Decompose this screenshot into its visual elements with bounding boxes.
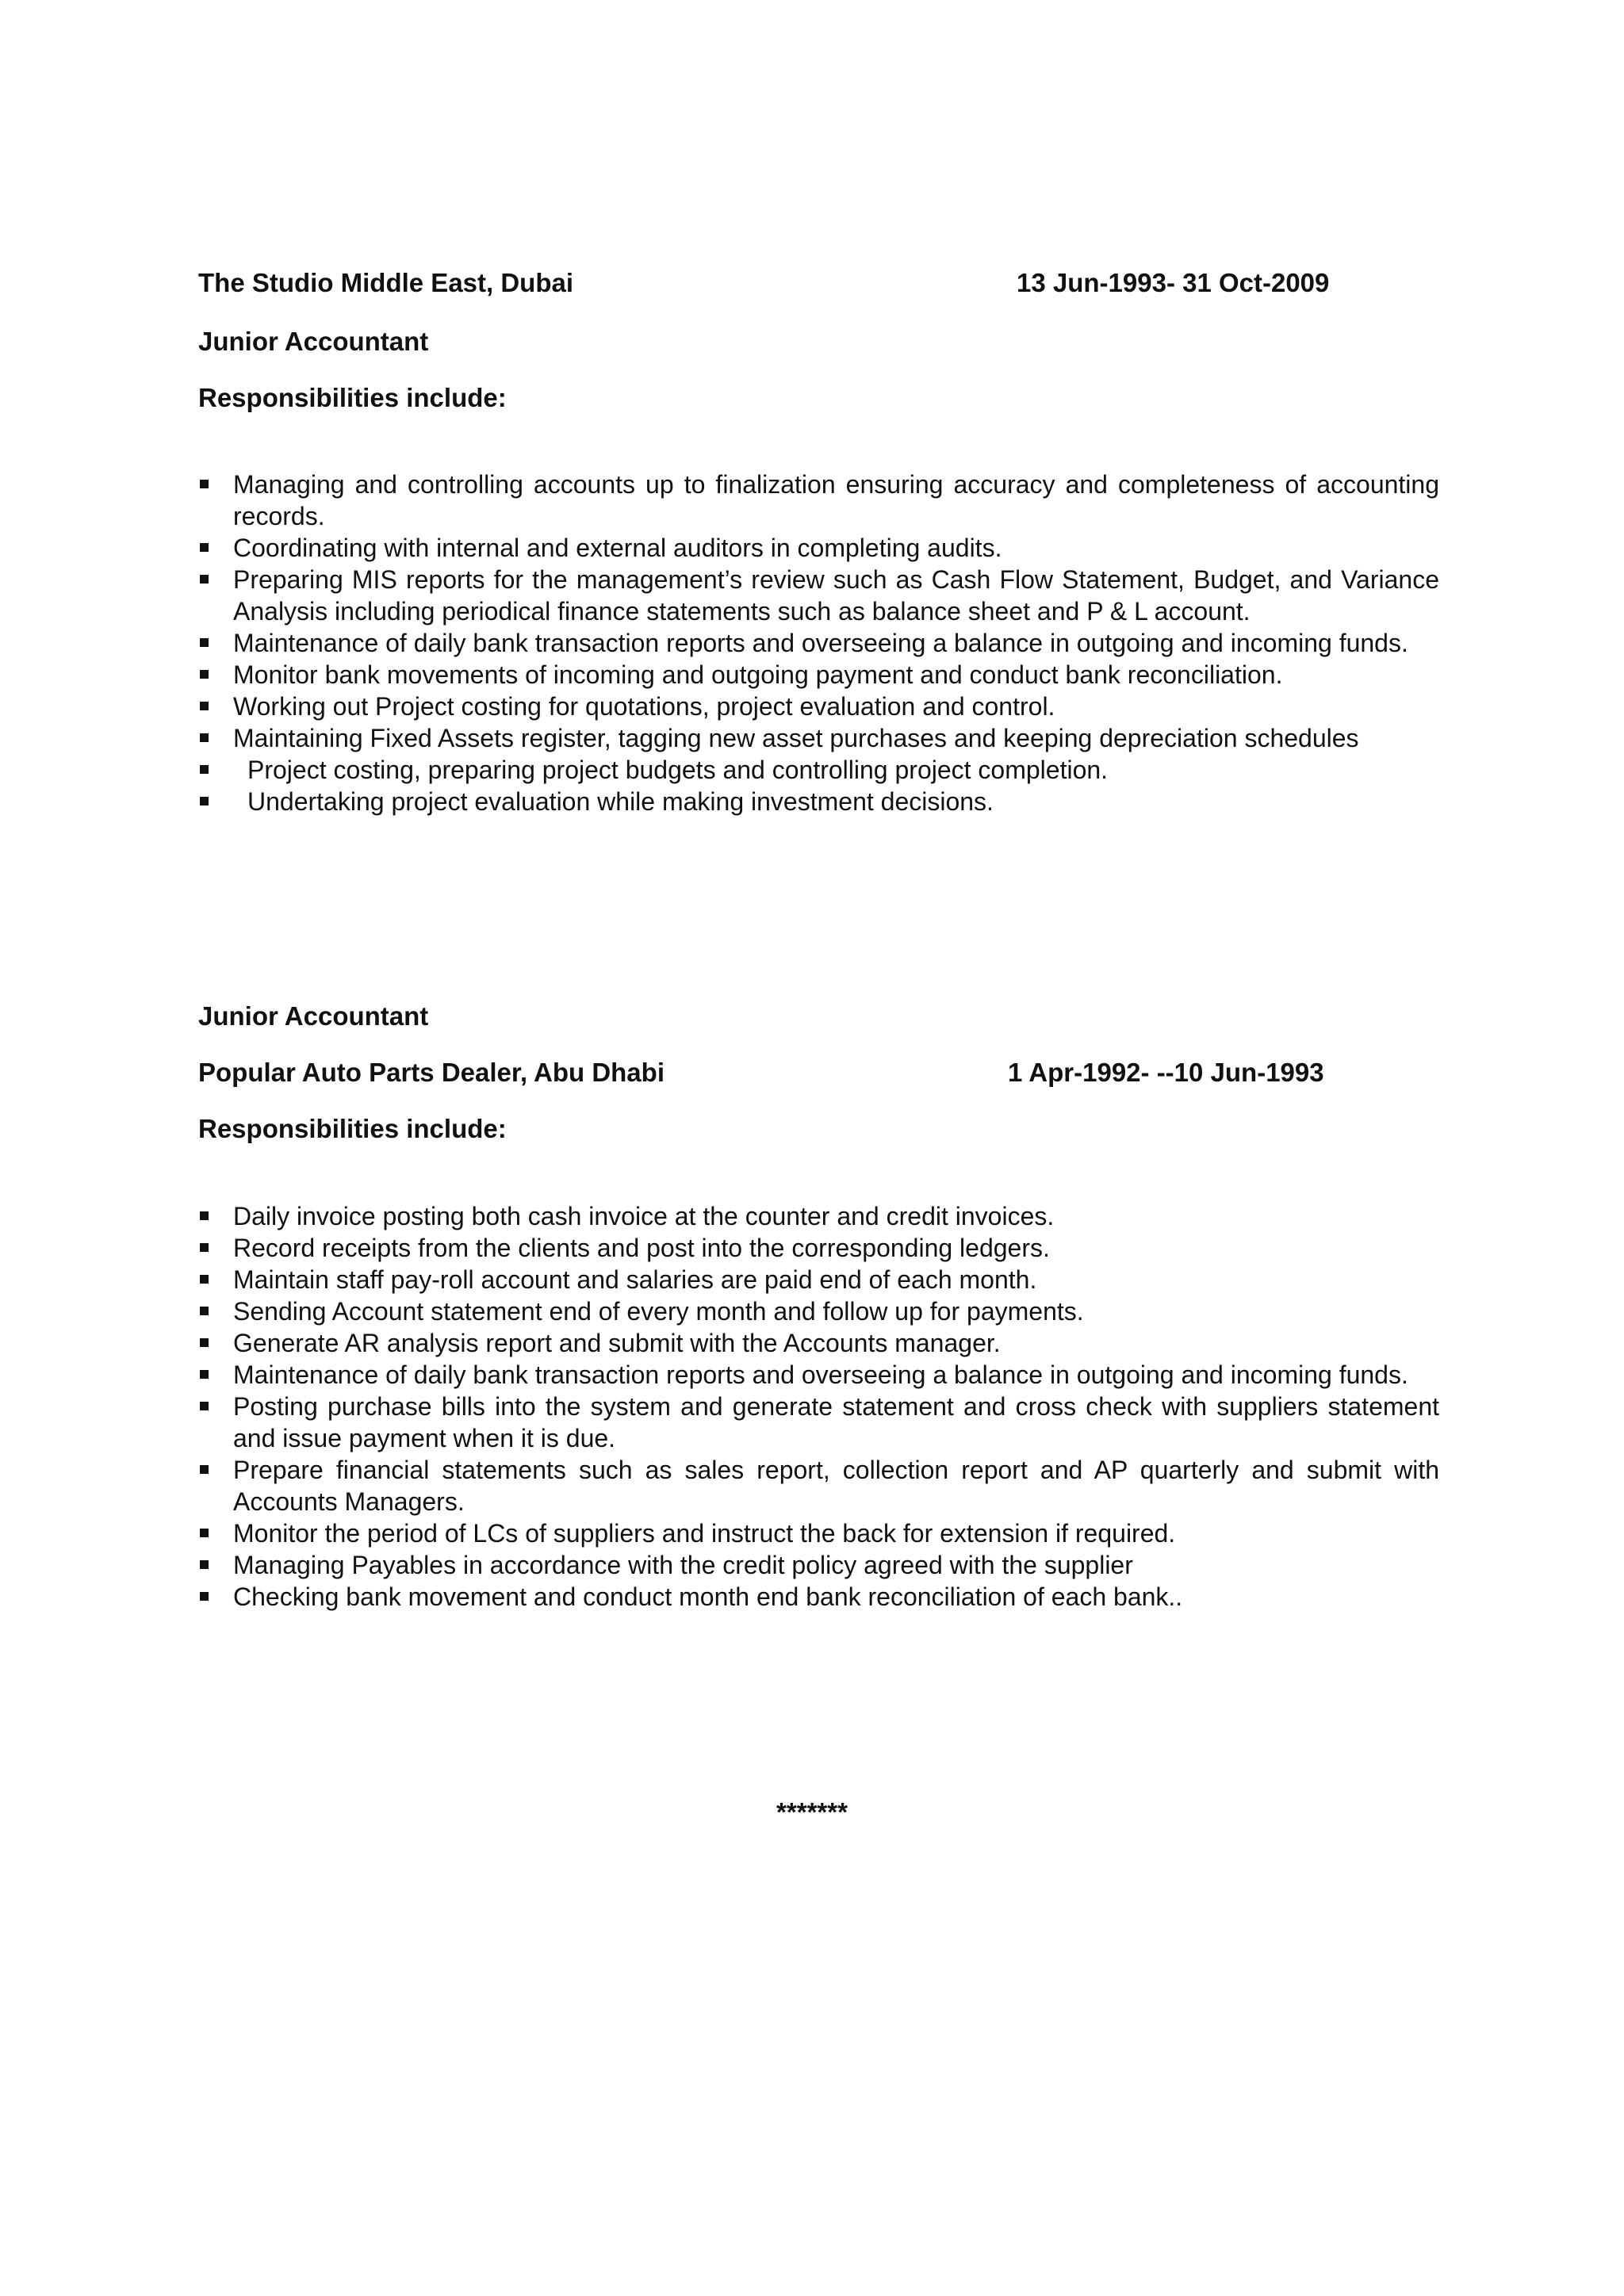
job1-company: The Studio Middle East, Dubai — [198, 268, 574, 297]
job2-responsibilities-list — [198, 1200, 1439, 1613]
bullet-square-icon — [200, 480, 209, 488]
list-item: Daily invoice posting both cash invoice at the counter and credit invoices. — [198, 1200, 1439, 1232]
bullet-square-icon — [200, 1529, 209, 1537]
bullet-square-icon — [200, 575, 209, 584]
job1-title: Junior Accountant — [198, 327, 429, 356]
job2-responsibilities-heading: Responsibilities include: — [198, 1114, 507, 1143]
job1-responsibilities-list — [198, 469, 1439, 817]
bullet-square-icon — [200, 1338, 209, 1347]
list-item: Maintenance of daily bank transaction reports and overseeing a balance in outgoing and incoming funds. — [198, 627, 1439, 659]
bullet-square-icon — [200, 638, 209, 647]
bullet-square-icon — [200, 1275, 209, 1284]
list-item: Posting purchase bills into the system and generate statement and cross check with suppliers statement and issue payment when it is due. — [198, 1391, 1439, 1454]
list-item: Record receipts from the clients and post into the corresponding ledgers. — [198, 1232, 1439, 1264]
bullet-square-icon — [200, 797, 209, 806]
list-item: Generate AR analysis report and submit with the Accounts manager. — [198, 1327, 1439, 1359]
list-item: Working out Project costing for quotations, project evaluation and control. — [198, 691, 1439, 722]
job2-company: Popular Auto Parts Dealer, Abu Dhabi — [198, 1058, 665, 1087]
list-item: Coordinating with internal and external auditors in completing audits. — [198, 532, 1439, 564]
list-item: Managing Payables in accordance with the credit policy agreed with the supplier — [198, 1549, 1439, 1581]
bullet-square-icon — [200, 1370, 209, 1379]
bullet-square-icon — [200, 1560, 209, 1569]
job1-dates: 13 Jun-1993- 31 Oct-2009 — [1017, 268, 1330, 297]
bullet-square-icon — [200, 670, 209, 679]
list-item: Sending Account statement end of every month and follow up for payments. — [198, 1295, 1439, 1327]
job1-responsibilities-heading: Responsibilities include: — [198, 383, 507, 412]
bullet-square-icon — [200, 1592, 209, 1601]
list-item: Checking bank movement and conduct month end bank reconciliation of each bank.. — [198, 1581, 1439, 1613]
list-item: Managing and controlling accounts up to finalization ensuring accuracy and completeness of accounting records. — [198, 469, 1439, 532]
bullet-square-icon — [200, 1307, 209, 1315]
bullet-square-icon — [200, 1402, 209, 1410]
job2-title: Junior Accountant — [198, 1001, 429, 1031]
list-item: Maintenance of daily bank transaction reports and overseeing a balance in outgoing and incoming funds. — [198, 1359, 1439, 1391]
list-item: Preparing MIS reports for the management’s review such as Cash Flow Statement, Budget, and Variance Analysis including periodical finance statements such as balance sheet and P & L account. — [198, 564, 1439, 627]
list-item: Prepare financial statements such as sales report, collection report and AP quarterly and submit with Accounts Managers. — [198, 1454, 1439, 1517]
bullet-square-icon — [200, 543, 209, 552]
list-item: Monitor the period of LCs of suppliers and instruct the back for extension if required. — [198, 1517, 1439, 1549]
list-item: Project costing, preparing project budgets and controlling project completion. — [198, 754, 1439, 786]
job2-dates: 1 Apr-1992- --10 Jun-1993 — [1008, 1058, 1324, 1087]
bullet-square-icon — [200, 733, 209, 742]
list-item: Undertaking project evaluation while making investment decisions. — [198, 786, 1439, 817]
list-item: Monitor bank movements of incoming and outgoing payment and conduct bank reconciliation. — [198, 659, 1439, 691]
bullet-square-icon — [200, 1211, 209, 1220]
bullet-square-icon — [200, 1243, 209, 1252]
end-of-document-separator: ******* — [776, 1797, 848, 1827]
list-item: Maintain staff pay-roll account and salaries are paid end of each month. — [198, 1264, 1439, 1295]
job1-header-row — [198, 267, 1435, 299]
list-item: Maintaining Fixed Assets register, tagging new asset purchases and keeping depreciation schedules — [198, 722, 1439, 754]
job2-header-row — [198, 1057, 1435, 1089]
bullet-square-icon — [200, 702, 209, 710]
bullet-square-icon — [200, 765, 209, 774]
bullet-square-icon — [200, 1465, 209, 1474]
